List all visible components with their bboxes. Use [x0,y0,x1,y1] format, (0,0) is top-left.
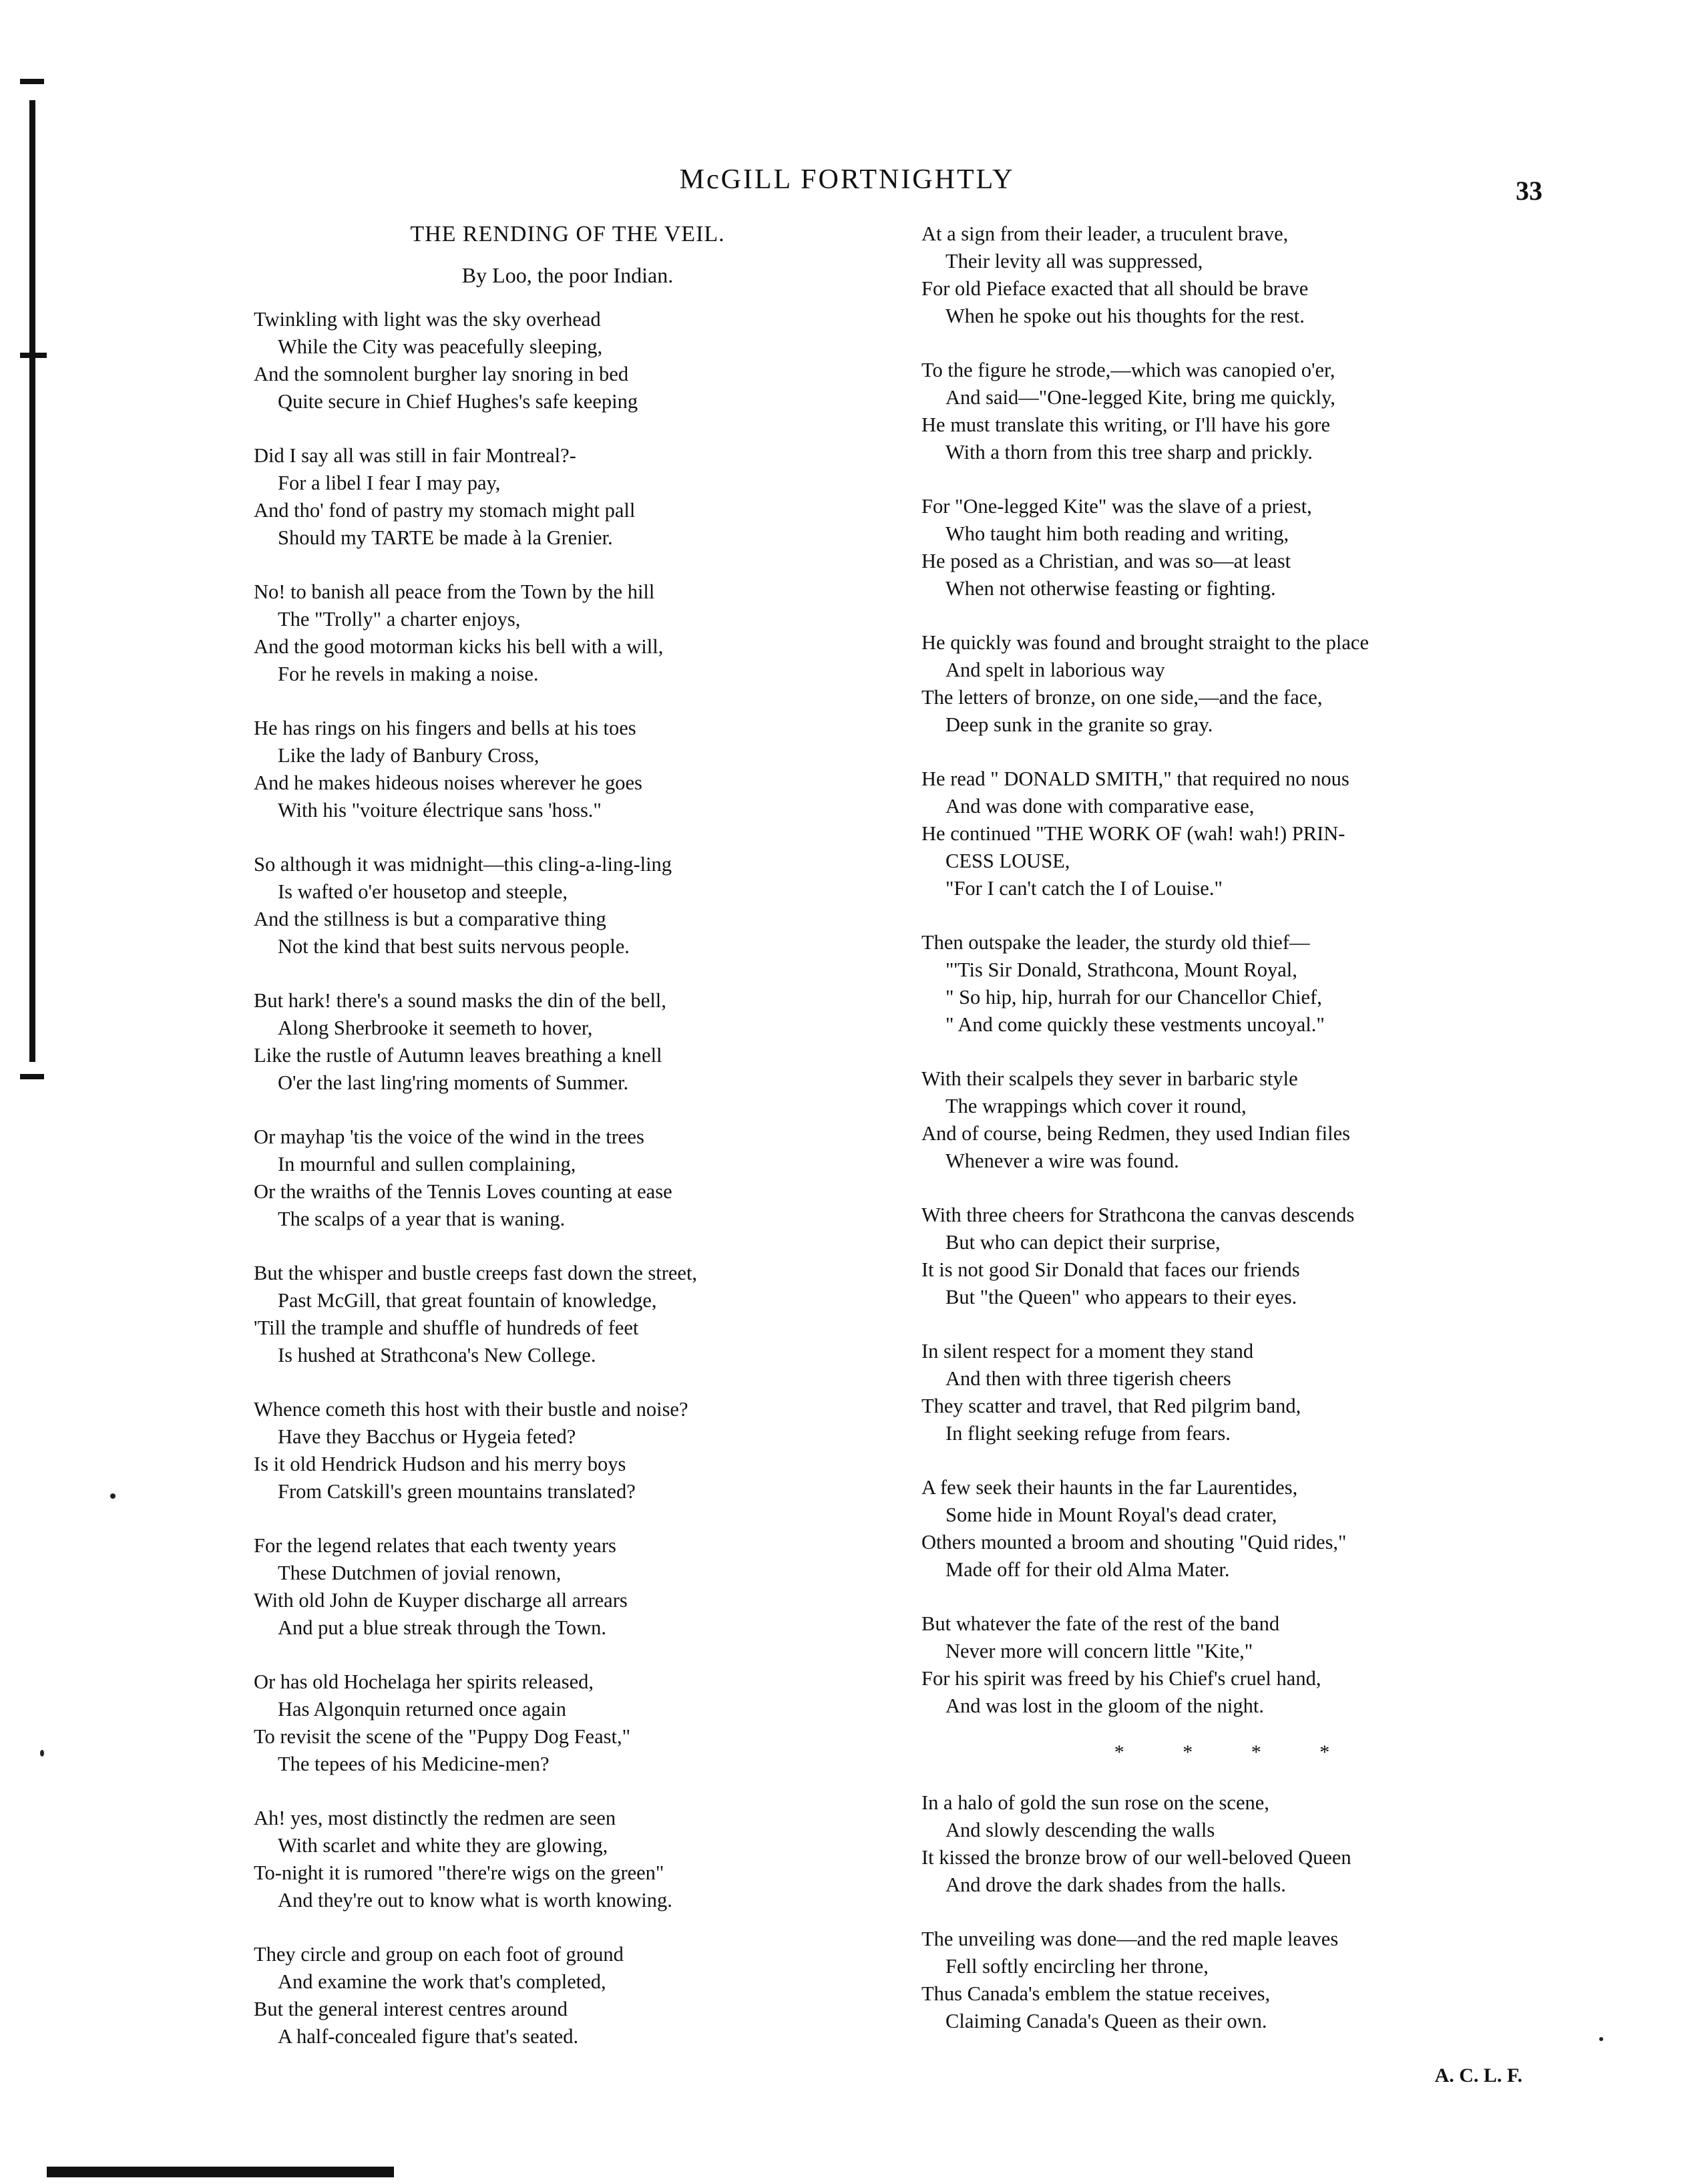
poem-line: Is hushed at Strathcona's New College. [278,1344,596,1367]
poem-line: Is wafted o'er housetop and steeple, [278,880,568,903]
poem-line: Who taught him both reading and writing, [945,522,1289,545]
poem-title: THE RENDING OF THE VEIL. [410,222,725,246]
poem-line: A few seek their haunts in the far Laurentides, [921,1476,1298,1499]
page-number: 33 [1516,176,1542,206]
poem-line: But the general interest centres around [254,1998,568,2020]
poem-line: And they're out to know what is worth knowing. [278,1889,672,1912]
poem-line: Then outspake the leader, the sturdy old thief— [921,931,1310,954]
poem-line: And was lost in the gloom of the night. [945,1694,1264,1717]
poem-line: It kissed the bronze brow of our well-beloved Queen [921,1846,1351,1869]
poem-line: The unveiling was done—and the red maple leaves [921,1928,1339,1950]
poem-line: Is it old Hendrick Hudson and his merry boys [254,1453,626,1475]
poem-line: With old John de Kuyper discharge all arrears [254,1589,628,1612]
poem-line: He read " DONALD SMITH," that required no nous [921,767,1349,790]
poem-line: 'Till the trample and shuffle of hundreds of feet [254,1316,639,1339]
poem-line: Never more will concern little "Kite," [945,1640,1253,1662]
poem-line: No! to banish all peace from the Town by the hill [254,580,655,603]
poem-line: But hark! there's a sound masks the din of the bell, [254,989,666,1012]
right-stanza-list [921,220,1522,2035]
poem-line: A half-concealed figure that's seated. [278,2025,579,2048]
poem-line: And was done with comparative ease, [945,795,1255,817]
poem-line: And spelt in laborious way [945,659,1165,681]
poem-line: He has rings on his fingers and bells at his toes [254,717,636,739]
poem-line: The wrappings which cover it round, [945,1095,1247,1117]
poem-line: And the somnolent burgher lay snoring in bed [254,363,629,385]
poem-line: He continued "THE WORK OF (wah! wah!) PRIN- [921,822,1345,845]
poem-line: And the good motorman kicks his bell with a will, [254,635,664,658]
poem-line: While the City was peacefully sleeping, [278,335,603,358]
stanza [254,851,881,960]
poem-line: When not otherwise feasting or fighting. [945,577,1276,600]
poem-line: These Dutchmen of jovial renown, [278,1562,562,1584]
poem-line: For he revels in making a noise. [278,663,539,685]
poem-line: For a libel I fear I may pay, [278,472,501,494]
poem-line: To the figure he strode,—which was canopied o'er, [921,359,1335,381]
poem-line: Others mounted a broom and shouting "Quid rides," [921,1531,1347,1554]
poem-line: And then with three tigerish cheers [945,1367,1231,1390]
poem-line: And he makes hideous noises wherever he goes [254,771,642,794]
poem-line: Twinkling with light was the sky overhead [254,308,601,331]
stray-mark [40,1750,44,1757]
poem-line: And examine the work that's completed, [278,1970,606,1993]
poem-line: Ah! yes, most distinctly the redmen are seen [254,1807,616,1829]
poem-line: He must translate this writing, or I'll have his gore [921,413,1330,436]
poem-line: For "One-legged Kite" was the slave of a priest, [921,495,1312,518]
stanza [921,1610,1522,1720]
poem-line: Some hide in Mount Royal's dead crater, [945,1503,1277,1526]
poem-line: Whence cometh this host with their bustle and noise? [254,1398,688,1421]
poem-line: To revisit the scene of the "Puppy Dog Feast," [254,1725,631,1748]
poem-line: Past McGill, that great fountain of knowledge, [278,1289,657,1312]
poem-line: Made off for their old Alma Mater. [945,1558,1230,1581]
stanza [921,1789,1522,1899]
stanza [254,1805,881,1914]
poem-line: " So hip, hip, hurrah for our Chancellor Chief, [945,986,1322,1009]
stanza [921,1065,1522,1175]
poem-line: Have they Bacchus or Hygeia feted? [278,1425,576,1448]
poem-line: The tepees of his Medicine-men? [278,1753,550,1775]
stanza [921,1338,1522,1447]
poem-line: CESS LOUSE, [945,850,1070,872]
poem-line: With three cheers for Strathcona the canvas descends [921,1204,1355,1226]
stanza [254,1123,881,1233]
stanza [254,1532,881,1642]
poem-line: Quite secure in Chief Hughes's safe keeping [278,390,638,413]
poem-line: From Catskill's green mountains translated? [278,1480,636,1503]
poem-line: The scalps of a year that is waning. [278,1208,566,1230]
stanza [254,1941,881,2050]
poem-line: In a halo of gold the sun rose on the scene, [921,1791,1269,1814]
poem-line: Deep sunk in the granite so gray. [945,713,1213,736]
binding-notch-top [20,79,44,84]
stanza [254,442,881,552]
poem-line: Their levity all was suppressed, [945,250,1203,272]
poem-line: They scatter and travel, that Red pilgrim band, [921,1395,1301,1417]
left-column [254,220,881,2077]
binding-notch-bottom [20,1074,44,1079]
bottom-rule [47,2167,394,2177]
poem-byline: By Loo, the poor Indian. [461,263,674,287]
poem-line: Or has old Hochelaga her spirits released, [254,1670,594,1693]
stanza [921,1474,1522,1584]
stanza [254,1396,881,1505]
poem-line: And slowly descending the walls [945,1819,1215,1841]
stray-mark [1599,2037,1603,2041]
poem-line: With his "voiture électrique sans 'hoss." [278,799,602,822]
stanza [254,1260,881,1369]
poem-line: And put a blue streak through the Town. [278,1616,606,1639]
poem-line: To-night it is rumored "there're wigs on the green" [254,1861,664,1884]
stanza [921,493,1522,602]
poem-line: Or mayhap 'tis the voice of the wind in the trees [254,1125,644,1148]
poem-line: "'Tis Sir Donald, Strathcona, Mount Royal, [945,958,1297,981]
poem-line: Fell softly encircling her throne, [945,1955,1209,1978]
poem-line: Like the lady of Banbury Cross, [278,744,540,767]
stray-mark [110,1493,116,1499]
poem-line: So although it was midnight—this cling-a-ling-ling [254,853,672,876]
poem-line: With their scalpels they sever in barbaric style [921,1067,1298,1090]
poem-line: In flight seeking refuge from fears. [945,1422,1231,1445]
poem-line: And the stillness is but a comparative thing [254,908,606,930]
poem-line: For the legend relates that each twenty years [254,1534,616,1557]
poem-line: O'er the last ling'ring moments of Summer. [278,1071,629,1094]
stanza [921,765,1522,902]
stanza [921,220,1522,330]
poem-line: They circle and group on each foot of ground [254,1943,624,1966]
running-head: McGILL FORTNIGHTLY [679,164,1015,195]
poem-line: At a sign from their leader, a truculent brave, [921,222,1289,245]
poem-line: The "Trolly" a charter enjoys, [278,608,521,630]
poem-line: For his spirit was freed by his Chief's cruel hand, [921,1667,1321,1690]
poem-line: Thus Canada's emblem the statue receives, [921,1982,1271,2005]
poem-line: And said—"One-legged Kite, bring me quickly, [945,386,1335,409]
stanza [254,306,881,415]
stanza [254,715,881,824]
poem-line: The letters of bronze, on one side,—and the face, [921,686,1323,709]
poem-line: Has Algonquin returned once again [278,1698,566,1720]
poem-line: But who can depict their surprise, [945,1231,1221,1254]
stanza [254,1668,881,1778]
poem-line: When he spoke out his thoughts for the rest. [945,305,1305,327]
poem-line: Whenever a wire was found. [945,1149,1179,1172]
poem-line: He quickly was found and brought straight to the place [921,631,1369,654]
poem-line: For old Pieface exacted that all should be brave [921,277,1309,300]
stanza [921,357,1522,466]
left-stanza-list [254,306,881,2050]
right-column [921,220,1522,2089]
poem-line: But whatever the fate of the rest of the band [921,1612,1280,1635]
stanza [921,629,1522,739]
poem-line: Did I say all was still in fair Montreal?- [254,444,576,467]
poem-line: In silent respect for a moment they stand [921,1340,1254,1362]
poem-line: Or the wraiths of the Tennis Loves counting at ease [254,1180,672,1203]
poem-line: It is not good Sir Donald that faces our friends [921,1258,1300,1281]
stanza [254,987,881,1097]
poem-line: With a thorn from this tree sharp and prickly. [945,441,1313,464]
poem-line: Claiming Canada's Queen as their own. [945,2010,1267,2032]
poem-line: Should my TARTE be made à la Grenier. [278,526,613,549]
poem-line: In mournful and sullen complaining, [278,1153,576,1175]
poem-line: And drove the dark shades from the halls. [945,1873,1286,1896]
poem-line: And of course, being Redmen, they used Indian files [921,1122,1351,1145]
stanza [921,1202,1522,1311]
poem-line: Like the rustle of Autumn leaves breathing a knell [254,1044,662,1067]
stanza [921,1926,1522,2035]
poem-line: Along Sherbrooke it seemeth to hover, [278,1017,593,1039]
stanza [254,578,881,688]
poem-line: But the whisper and bustle creeps fast down the street, [254,1262,698,1284]
poem-line: " And come quickly these vestments uncoyal." [945,1013,1325,1036]
section-divider-stars: * * * * [1114,1741,1357,1763]
poem-line: "For I can't catch the I of Louise." [945,877,1223,900]
poem-signature: A. C. L. F. [1434,2064,1522,2086]
poem-line: And tho' fond of pastry my stomach might pall [254,499,636,522]
binding-edge-line [29,100,35,1062]
binding-notch-middle [20,353,47,358]
poem-line: Not the kind that best suits nervous people. [278,935,630,958]
poem-line: With scarlet and white they are glowing, [278,1834,608,1857]
poem-line: But "the Queen" who appears to their eyes. [945,1286,1297,1308]
stanza [921,929,1522,1039]
poem-line: He posed as a Christian, and was so—at least [921,550,1291,572]
